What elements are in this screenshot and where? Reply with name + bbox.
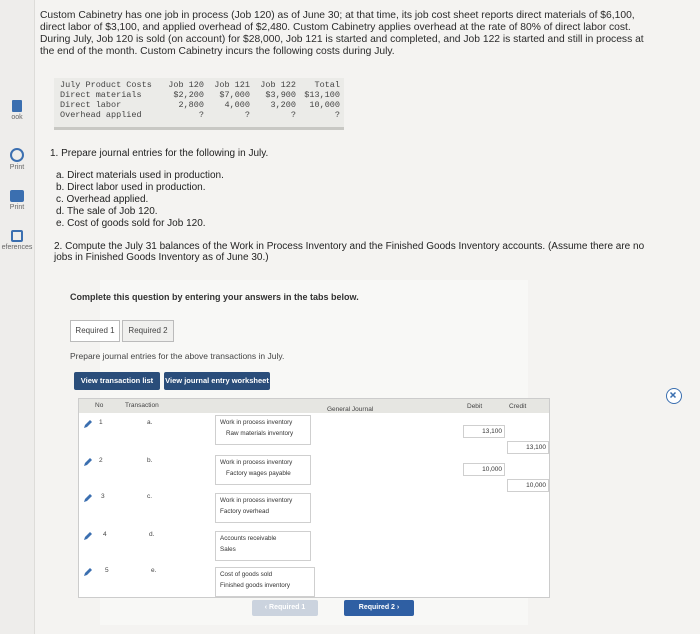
cell: 3,200 xyxy=(270,100,296,110)
tab-required-2[interactable]: Required 2 xyxy=(122,320,174,342)
sidebar-item-label: ook xyxy=(11,114,23,121)
credit-account: Factory wages payable xyxy=(226,470,291,477)
journal-table xyxy=(78,398,550,598)
sidebar-item-book[interactable] xyxy=(0,100,34,121)
question-1-item: a. Direct materials used in production. xyxy=(56,170,224,181)
debit-account: Work in process inventory xyxy=(220,419,293,426)
cost-table xyxy=(54,78,344,130)
account-box[interactable] xyxy=(215,531,311,561)
debit-account: Accounts receivable xyxy=(220,535,277,542)
left-sidebar xyxy=(0,0,35,634)
cell: $13,100 xyxy=(304,90,340,100)
question-1-item: d. The sale of Job 120. xyxy=(56,206,158,217)
edit-pencil-icon[interactable] xyxy=(83,457,93,467)
account-box[interactable] xyxy=(215,567,315,597)
debit-amount-input[interactable]: 13,100 xyxy=(463,425,505,438)
entry-no: 1 xyxy=(99,419,103,426)
references-icon xyxy=(11,230,23,242)
print-icon xyxy=(10,148,24,162)
cell: ? xyxy=(290,110,296,120)
entry-no: 3 xyxy=(101,493,105,500)
prev-button-label: Required 1 xyxy=(269,604,306,611)
account-box[interactable] xyxy=(215,493,311,523)
close-icon[interactable] xyxy=(666,388,682,404)
header-cell: Job 122 xyxy=(260,80,296,90)
sidebar-item-label: Print xyxy=(9,164,25,171)
credit-account: Factory overhead xyxy=(220,508,270,515)
question-2: 2. Compute the July 31 balances of the Work in Process Inventory and the Finished Goods Inventory accounts. (Assume there are no jobs in Finished Goods Inventory as of June 30.) xyxy=(54,241,645,263)
question-1-item: b. Direct labor used in production. xyxy=(56,182,206,193)
question-1-item: c. Overhead applied. xyxy=(56,194,149,205)
row-label: Direct materials xyxy=(60,90,142,100)
row-label: Direct labor xyxy=(60,100,122,110)
next-required-2-button[interactable] xyxy=(344,600,414,616)
cell: 10,000 xyxy=(309,100,340,110)
account-box[interactable] xyxy=(215,415,311,445)
question-1-title: 1. Prepare journal entries for the following in July. xyxy=(50,148,269,159)
credit-amount-input[interactable]: 13,100 xyxy=(507,441,549,454)
question-1-item: e. Cost of goods sold for Job 120. xyxy=(56,218,206,229)
sidebar-item-references[interactable] xyxy=(0,230,34,251)
view-journal-worksheet-button[interactable]: View journal entry worksheet xyxy=(164,372,270,390)
entry-transaction: d. xyxy=(149,531,155,538)
cell: 4,000 xyxy=(224,100,250,110)
chevron-left-icon: ‹ xyxy=(264,604,270,611)
sidebar-item-label: Print xyxy=(9,204,25,211)
edit-pencil-icon[interactable] xyxy=(83,531,93,541)
cell: $7,000 xyxy=(219,90,250,100)
table-divider xyxy=(54,127,344,130)
entry-no: 5 xyxy=(105,567,109,574)
problem-intro: Custom Cabinetry has one job in process (Job 120) as of June 30; at that time, its job cost sheet reports direct materials of $6,100, direct labor of $3,100, and applied overhead of $2,480. Custom Cabinetry applies overhead at the rate of 80% of direct labor cost. During July, Job 120 is sold (on account) for $28,000, Job 121 is started and completed, and Job 122 is started and still in process at the end of the month. Custom Cabinetry incurs the following costs during July. xyxy=(40,10,644,57)
tab-required-1[interactable]: Required 1 xyxy=(70,320,120,342)
entry-no: 4 xyxy=(103,531,107,538)
credit-account: Raw materials inventory xyxy=(226,430,294,437)
printer-icon xyxy=(10,190,24,202)
instruction-text: Complete this question by entering your answers in the tabs below. xyxy=(70,292,359,302)
header-transaction: Transaction xyxy=(125,402,159,409)
cell: ? xyxy=(244,110,250,120)
debit-amount-input[interactable]: 10,000 xyxy=(463,463,505,476)
chevron-right-icon: › xyxy=(394,604,400,611)
header-general-journal: General Journal xyxy=(327,406,374,413)
row-label: Overhead applied xyxy=(60,110,142,120)
edit-pencil-icon[interactable] xyxy=(83,567,93,577)
prev-required-1-button[interactable] xyxy=(252,600,318,616)
cell: ? xyxy=(198,110,204,120)
header-no: No xyxy=(95,402,104,409)
header-cell: Total xyxy=(314,80,340,90)
cell: 2,800 xyxy=(178,100,204,110)
debit-account: Cost of goods sold xyxy=(220,571,273,578)
cell: ? xyxy=(334,110,340,120)
header-cell: July Product Costs xyxy=(60,80,152,90)
cell: $3,900 xyxy=(265,90,296,100)
book-icon xyxy=(12,100,22,112)
next-button-label: Required 2 xyxy=(358,604,395,611)
entry-no: 2 xyxy=(99,457,103,464)
header-cell: Job 120 xyxy=(168,80,204,90)
header-cell: Job 121 xyxy=(214,80,250,90)
cell: $2,200 xyxy=(173,90,204,100)
edit-pencil-icon[interactable] xyxy=(83,419,93,429)
entry-transaction: a. xyxy=(147,419,153,426)
sidebar-item-print[interactable] xyxy=(0,148,34,171)
entry-transaction: c. xyxy=(147,493,153,500)
debit-account: Work in process inventory xyxy=(220,497,293,504)
account-box[interactable] xyxy=(215,455,311,485)
sidebar-item-label: eferences xyxy=(1,244,33,251)
entry-transaction: b. xyxy=(147,457,153,464)
credit-account: Finished goods inventory xyxy=(220,582,291,589)
edit-pencil-icon[interactable] xyxy=(83,493,93,503)
header-credit: Credit xyxy=(509,403,527,410)
entry-transaction: e. xyxy=(151,567,157,574)
credit-amount-input[interactable]: 10,000 xyxy=(507,479,549,492)
header-debit: Debit xyxy=(467,403,483,410)
prompt-text: Prepare journal entries for the above transactions in July. xyxy=(70,351,285,361)
credit-account: Sales xyxy=(220,546,236,553)
debit-account: Work in process inventory xyxy=(220,459,293,466)
sidebar-item-printer[interactable] xyxy=(0,190,34,211)
journal-header xyxy=(79,399,549,413)
view-transaction-list-button[interactable]: View transaction list xyxy=(74,372,160,390)
